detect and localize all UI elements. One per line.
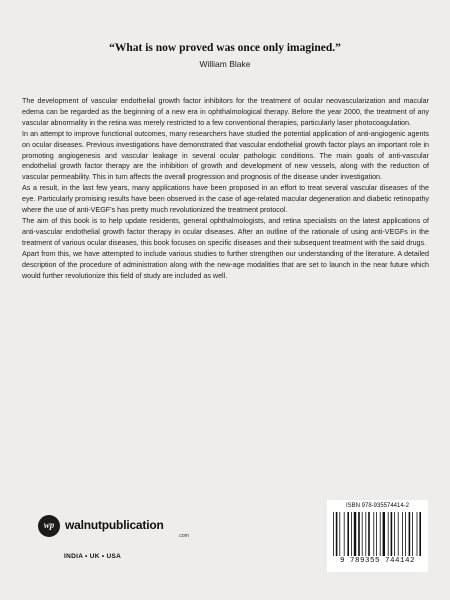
barcode-bar: [388, 512, 389, 556]
barcode-bar: [368, 512, 370, 556]
barcode-bar: [419, 512, 421, 556]
publisher-regions: INDIA • UK • USA: [64, 553, 122, 560]
blurb-paragraph: Apart from this, we have attempted to include various studies to further strengthen our understanding of the literature. A detailed description of the procedure of administration along with the new-age modalities that are set to launch in the near future which would further revolutionize this field of study are included as well.: [22, 249, 429, 280]
barcode-bar: [373, 512, 374, 556]
blurb-paragraph: As a result, in the last few years, many applications have been proposed in an effort to treat several vascular diseases of the eye. Particularly promising results have been observed in the case of age-related macular degeneration and diabetic retinopathy where the use of anti-VEGF’s has pretty much revolutionized the treatment protocol.: [22, 184, 429, 215]
barcode-icon: [331, 512, 424, 556]
barcode-bar: [380, 512, 381, 556]
blurb: [22, 96, 429, 281]
epigraph-author: William Blake: [199, 59, 251, 69]
publisher-logo-initials: wp: [43, 520, 55, 530]
barcode-bar: [394, 512, 395, 556]
barcode-bar: [358, 512, 360, 556]
publisher-domain: .com: [178, 533, 189, 539]
barcode-bar: [383, 512, 385, 556]
barcode-bar: [333, 512, 334, 556]
barcode-bar: [398, 512, 399, 556]
barcode-digits: 9 789355 744142: [339, 557, 415, 565]
isbn-barcode: [327, 500, 428, 572]
publisher-logo-icon: [38, 515, 60, 537]
barcode-bar: [362, 512, 363, 556]
barcode-bar: [417, 512, 418, 556]
barcode-bar: [412, 512, 413, 556]
barcode-bar: [402, 512, 403, 556]
blurb-paragraph: The aim of this book is to help update residents, general ophthalmologists, and retina specialists on the latest applications of anti-vascular endothelial growth factor therapy in ocular diseases. After an outline of the rationale of using anti-VEGFs in the treatment of various ocular diseases, this book focuses on specific diseases and their subsequent treatment with the said drugs.: [22, 216, 429, 247]
barcode-bar: [391, 512, 393, 556]
blurb-paragraph: In an attempt to improve functional outcomes, many researchers have studied the potential application of anti-angiogenic agents on ocular diseases. Previous investigations have demonstrated that vascular endothelial growth factor plays an important role in promoting angiogenesis and vascular leakage in several ocular pathologic conditions. The main goals of anti-vascular endothelial growth factor therapy are the inhibition of growth and development of new vessels, along with the reduction of vascular permeability. This in turn affects the overall progression and prognosis of the disease under investigation.: [22, 129, 429, 182]
barcode-bar: [365, 512, 366, 556]
blurb-paragraph: The development of vascular endothelial growth factor inhibitors for the treatment of ocular neovascularization and macular edema can be regarded as the beginning of a new era in ophthalmological therapy. Before the year 2000, the treatment of any vascular abnormality in the retina was merely restricted to a few conventional therapies, particularly laser photocoagulation.: [22, 97, 429, 127]
publisher-name: walnutpublication: [65, 518, 164, 532]
barcode-bar: [354, 512, 356, 556]
publisher-brand: [38, 515, 228, 575]
barcode-bar: [405, 512, 406, 556]
barcode-bar: [347, 512, 349, 556]
epigraph-quote: “What is now proved was once only imagined.”: [109, 42, 341, 54]
barcode-bar: [336, 512, 338, 556]
barcode-bar: [344, 512, 345, 556]
barcode-bar: [409, 512, 411, 556]
barcode-bar: [376, 512, 377, 556]
isbn-label: ISBN 978-935574414-2: [345, 503, 410, 509]
barcode-bar: [351, 512, 352, 556]
barcode-bar: [339, 512, 340, 556]
